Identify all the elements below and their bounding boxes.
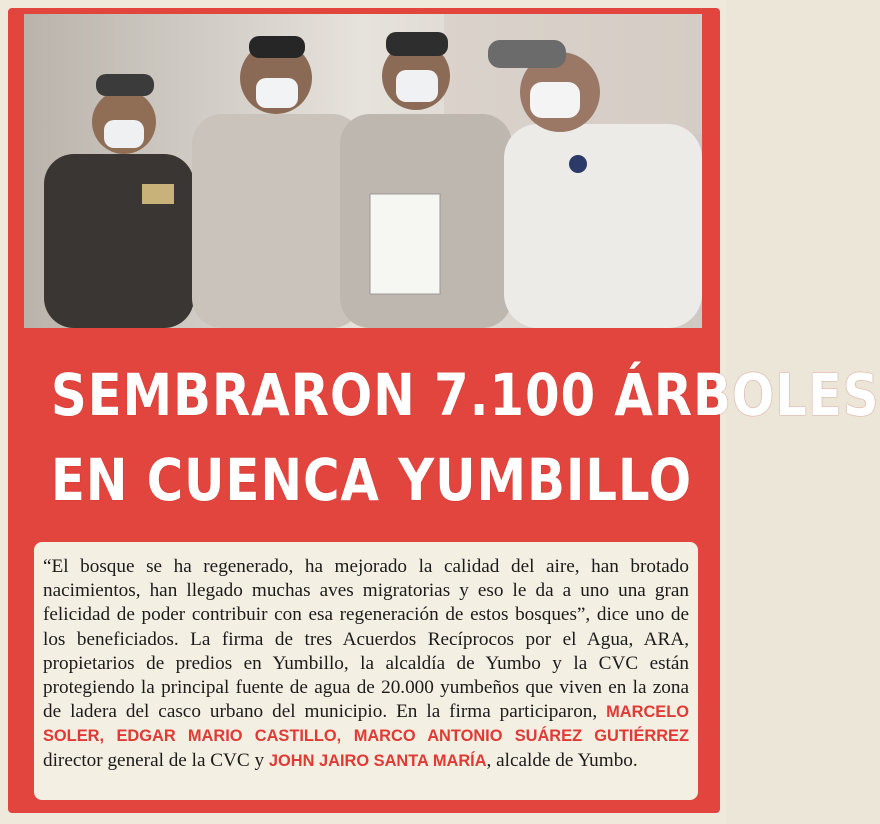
article-text-director: director general de la CVC y — [43, 749, 269, 771]
name-edgar-mario-castillo: EDGAR MARIO CASTILLO, — [116, 727, 342, 746]
headline-line-1: SEMBRARON 7.100 ÁRBOLES — [50, 361, 880, 429]
article-text-main: “El bosque se ha regenerado, ha mejorado la calidad del aire, han brotado nacimientos, han llegado muchas aves migratorias y eso le da a uno una gran felicidad de poder contribuir con esa regeneración de estos bosques”, dice uno de los beneficiados. La firma de tres Acuerdos Recíprocos por el Agua, ARA, propietarios de predios en Yumbillo, la alcaldía de Yumbo y la CVC están protegiendo la principal fuente de agua de 20.000 yumbeños que viven en la zona de ladera del casco urbano del municipio. En la firma participaron, — [43, 556, 689, 723]
article-photo — [24, 14, 702, 328]
name-marcelo-soler: MARCELO SOLER, — [43, 703, 689, 746]
name-marco-antonio-suarez: MARCO ANTONIO SUÁREZ GUTIÉRREZ — [353, 727, 689, 746]
article-text-end: , alcalde de Yumbo. — [486, 749, 638, 771]
name-separator — [104, 725, 116, 746]
article-body — [34, 542, 698, 800]
signed-document — [370, 194, 440, 294]
name-separator — [341, 725, 353, 746]
photo-four-men-with-masks — [24, 14, 702, 328]
name-john-jairo-santa-maria: JOHN JAIRO SANTA MARÍA — [268, 751, 487, 770]
headline-line-2: EN CUENCA YUMBILLO — [50, 446, 693, 514]
